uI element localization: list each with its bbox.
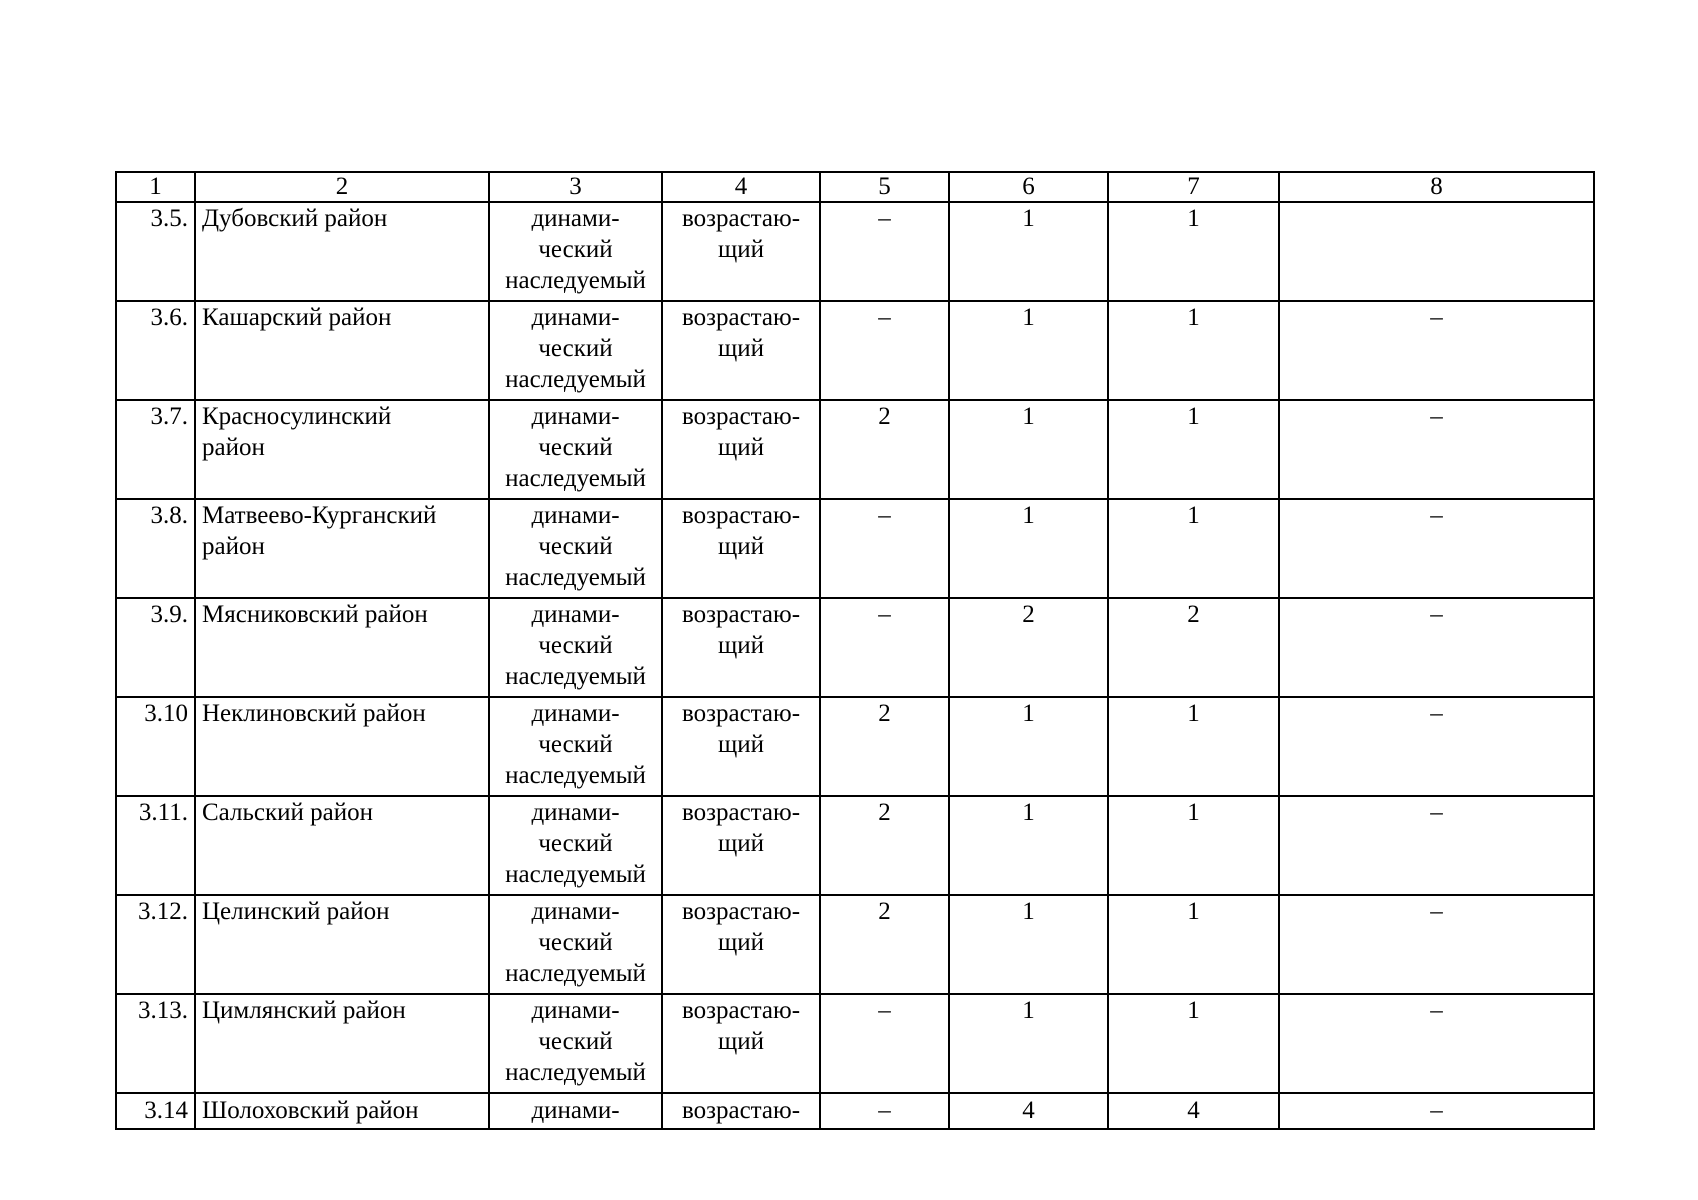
col6-cell: 1 [949, 301, 1108, 400]
cell-line: ческий [538, 533, 613, 560]
cell-line: ческий [538, 632, 613, 659]
character-cell [662, 994, 820, 1093]
col7-cell: 4 [1108, 1093, 1279, 1129]
district-name-cell [195, 895, 489, 994]
col5-cell: – [820, 301, 949, 400]
table-row [116, 895, 1594, 994]
character-cell [662, 598, 820, 697]
cell-line: ческий [538, 1028, 613, 1055]
cell-line: возрастаю- [681, 502, 801, 529]
col8-cell: – [1279, 499, 1594, 598]
col5-cell: 2 [820, 895, 949, 994]
type-cell [489, 994, 662, 1093]
cell-line: возрастаю- [681, 1097, 801, 1124]
row-number-cell: 3.8. [116, 499, 195, 598]
cell-line: Кашарский район [202, 304, 392, 331]
col8-cell [1279, 202, 1594, 301]
header-cell: 2 [195, 172, 489, 202]
type-cell [489, 895, 662, 994]
cell-line: возрастаю- [681, 304, 801, 331]
header-cell: 3 [489, 172, 662, 202]
district-name-cell [195, 697, 489, 796]
col8-cell: – [1279, 994, 1594, 1093]
col6-cell: 1 [949, 697, 1108, 796]
col7-cell: 2 [1108, 598, 1279, 697]
cell-line: Шолоховский район [202, 1097, 419, 1124]
col7-cell: 1 [1108, 796, 1279, 895]
cell-line: щий [717, 731, 764, 758]
cell-line: Матвеево-Курганский [202, 502, 437, 529]
col5-cell: 2 [820, 796, 949, 895]
cell-line: щий [717, 1028, 764, 1055]
header-cell: 1 [116, 172, 195, 202]
data-table [115, 171, 1595, 1130]
row-number-cell: 3.14 [116, 1093, 195, 1129]
row-number-cell: 3.6. [116, 301, 195, 400]
header-cell: 6 [949, 172, 1108, 202]
cell-line: наследуемый [505, 465, 646, 492]
table-row [116, 1093, 1594, 1129]
type-cell [489, 400, 662, 499]
cell-line: динами- [531, 403, 620, 430]
col6-cell: 1 [949, 499, 1108, 598]
cell-line: щий [717, 533, 764, 560]
district-name-cell [195, 499, 489, 598]
table-body [116, 172, 1594, 1129]
cell-line: возрастаю- [681, 997, 801, 1024]
cell-line: динами- [531, 205, 620, 232]
row-number-cell: 3.11. [116, 796, 195, 895]
col6-cell: 1 [949, 994, 1108, 1093]
col8-cell: – [1279, 400, 1594, 499]
col5-cell: – [820, 994, 949, 1093]
cell-line: ческий [538, 830, 613, 857]
character-cell [662, 697, 820, 796]
col7-cell: 1 [1108, 301, 1279, 400]
cell-line: динами- [531, 898, 620, 925]
row-number-cell: 3.13. [116, 994, 195, 1093]
col6-cell: 1 [949, 895, 1108, 994]
cell-line: динами- [531, 1097, 620, 1124]
type-cell [489, 1093, 662, 1129]
cell-line: Дубовский район [202, 205, 388, 232]
district-name-cell [195, 598, 489, 697]
col6-cell: 1 [949, 202, 1108, 301]
header-row [116, 172, 1594, 202]
col7-cell: 1 [1108, 499, 1279, 598]
col5-cell: 2 [820, 400, 949, 499]
cell-line: ческий [538, 335, 613, 362]
district-name-cell [195, 400, 489, 499]
cell-line: динами- [531, 799, 620, 826]
cell-line: щий [717, 236, 764, 263]
cell-line: наследуемый [505, 762, 646, 789]
cell-line: динами- [531, 502, 620, 529]
character-cell [662, 202, 820, 301]
table-row [116, 400, 1594, 499]
header-cell: 4 [662, 172, 820, 202]
col6-cell: 1 [949, 796, 1108, 895]
col6-cell: 1 [949, 400, 1108, 499]
col5-cell: 2 [820, 697, 949, 796]
header-cell: 5 [820, 172, 949, 202]
cell-line: Мясниковский район [202, 601, 428, 628]
col7-cell: 1 [1108, 202, 1279, 301]
row-number-cell: 3.10 [116, 697, 195, 796]
col5-cell: – [820, 598, 949, 697]
col6-cell: 2 [949, 598, 1108, 697]
cell-line: динами- [531, 601, 620, 628]
cell-line: возрастаю- [681, 601, 801, 628]
character-cell [662, 400, 820, 499]
col5-cell: – [820, 1093, 949, 1129]
cell-line: наследуемый [505, 366, 646, 393]
type-cell [489, 697, 662, 796]
character-cell [662, 796, 820, 895]
cell-line: район [202, 434, 265, 461]
character-cell [662, 895, 820, 994]
cell-line: наследуемый [505, 861, 646, 888]
table-row [116, 796, 1594, 895]
table-row [116, 202, 1594, 301]
cell-line: динами- [531, 304, 620, 331]
type-cell [489, 301, 662, 400]
cell-line: наследуемый [505, 663, 646, 690]
header-cell: 7 [1108, 172, 1279, 202]
cell-line: ческий [538, 929, 613, 956]
cell-line: наследуемый [505, 1059, 646, 1086]
cell-line: ческий [538, 236, 613, 263]
table-row [116, 994, 1594, 1093]
cell-line: динами- [531, 997, 620, 1024]
cell-line: Цимлянский район [202, 997, 406, 1024]
col6-cell: 4 [949, 1093, 1108, 1129]
row-number-cell: 3.7. [116, 400, 195, 499]
type-cell [489, 499, 662, 598]
cell-line: Сальский район [202, 799, 373, 826]
district-name-cell [195, 301, 489, 400]
cell-line: щий [717, 632, 764, 659]
cell-line: щий [717, 335, 764, 362]
cell-line: щий [717, 434, 764, 461]
type-cell [489, 202, 662, 301]
cell-line: Неклиновский район [202, 700, 426, 727]
row-number-cell: 3.9. [116, 598, 195, 697]
col8-cell: – [1279, 796, 1594, 895]
table-row [116, 499, 1594, 598]
character-cell [662, 499, 820, 598]
cell-line: щий [717, 830, 764, 857]
character-cell [662, 1093, 820, 1129]
cell-line: ческий [538, 731, 613, 758]
cell-line: возрастаю- [681, 205, 801, 232]
cell-line: возрастаю- [681, 403, 801, 430]
district-name-cell [195, 202, 489, 301]
cell-line: возрастаю- [681, 700, 801, 727]
col7-cell: 1 [1108, 895, 1279, 994]
table-row [116, 598, 1594, 697]
table-row [116, 301, 1594, 400]
col8-cell: – [1279, 697, 1594, 796]
col8-cell: – [1279, 301, 1594, 400]
col5-cell: – [820, 202, 949, 301]
col8-cell: – [1279, 895, 1594, 994]
table-row [116, 697, 1594, 796]
header-cell: 8 [1279, 172, 1594, 202]
district-name-cell [195, 1093, 489, 1129]
cell-line: щий [717, 929, 764, 956]
row-number-cell: 3.5. [116, 202, 195, 301]
col8-cell: – [1279, 598, 1594, 697]
type-cell [489, 598, 662, 697]
cell-line: возрастаю- [681, 898, 801, 925]
cell-line: район [202, 533, 265, 560]
col7-cell: 1 [1108, 994, 1279, 1093]
row-number-cell: 3.12. [116, 895, 195, 994]
cell-line: наследуемый [505, 960, 646, 987]
cell-line: возрастаю- [681, 799, 801, 826]
district-name-cell [195, 796, 489, 895]
col5-cell: – [820, 499, 949, 598]
character-cell [662, 301, 820, 400]
cell-line: динами- [531, 700, 620, 727]
col7-cell: 1 [1108, 400, 1279, 499]
cell-line: Красносулинский [202, 403, 392, 430]
cell-line: ческий [538, 434, 613, 461]
col8-cell: – [1279, 1093, 1594, 1129]
cell-line: Целинский район [202, 898, 390, 925]
district-name-cell [195, 994, 489, 1093]
col7-cell: 1 [1108, 697, 1279, 796]
cell-line: наследуемый [505, 564, 646, 591]
cell-line: наследуемый [505, 267, 646, 294]
type-cell [489, 796, 662, 895]
